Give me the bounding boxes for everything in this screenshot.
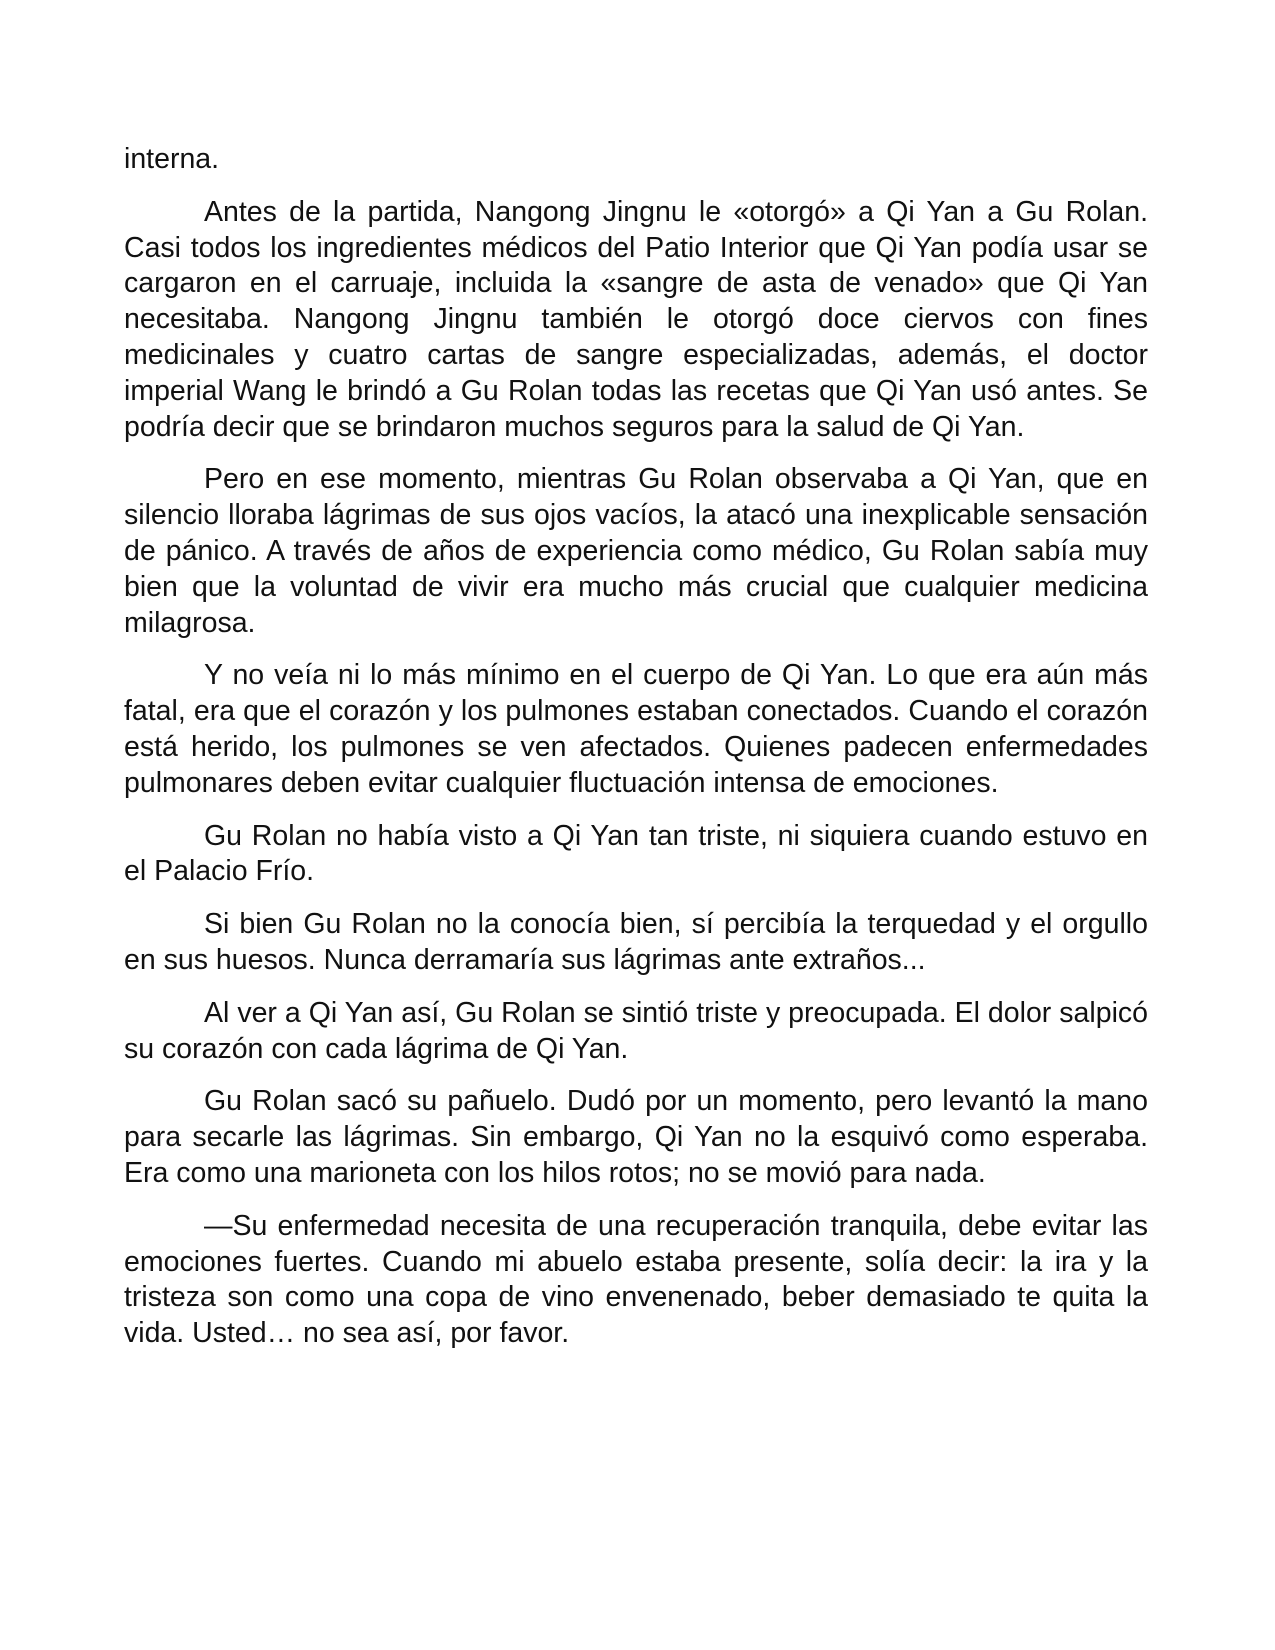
paragraph-8: Gu Rolan sacó su pañuelo. Dudó por un momento, pero levantó la mano para secarle las lágrimas. Sin embargo, Qi Yan no la esquivó como esperaba. Era como una marioneta con los hilos rotos; no se movió para nada. <box>124 1085 1148 1189</box>
document-page <box>124 142 1148 1369</box>
paragraph-9: —Su enfermedad necesita de una recuperación tranquila, debe evitar las emociones fuertes. Cuando mi abuelo estaba presente, solía decir: la ira y la tristeza son como una copa de vino envenenado, beber demasiado te quita la vida. Usted… no sea así, por favor. <box>124 1209 1148 1350</box>
paragraph-3: Pero en ese momento, mientras Gu Rolan observaba a Qi Yan, que en silencio lloraba lágrimas de sus ojos vacíos, la atacó una inexplicable sensación de pánico. A través de años de experiencia como médico, Gu Rolan sabía muy bien que la voluntad de vivir era mucho más crucial que cualquier medicina milagrosa. <box>124 463 1148 639</box>
paragraph-4: Y no veía ni lo más mínimo en el cuerpo de Qi Yan. Lo que era aún más fatal, era que el corazón y los pulmones estaban conectados. Cuando el corazón está herido, los pulmones se ven afectados. Quienes padecen enfermedades pulmonares deben evitar cualquier fluctuación intensa de emociones. <box>124 659 1148 799</box>
paragraph-6: Si bien Gu Rolan no la conocía bien, sí percibía la terquedad y el orgullo en sus huesos. Nunca derramaría sus lágrimas ante extraños... <box>124 908 1148 976</box>
paragraph-7: Al ver a Qi Yan así, Gu Rolan se sintió triste y preocupada. El dolor salpicó su corazón con cada lágrima de Qi Yan. <box>124 996 1148 1065</box>
paragraph-1: interna. <box>124 143 220 175</box>
paragraph-2: Antes de la partida, Nangong Jingnu le «otorgó» a Qi Yan a Gu Rolan. Casi todos los ingredientes médicos del Patio Interior que Qi Yan podía usar se cargaron en el carruaje, incluida la «sangre de asta de venado» que Qi Yan necesitaba. Nangong Jingnu también le otorgó doce ciervos con fines medicinales y cuatro cartas de sangre especializadas, además, el doctor imperial Wang le brindó a Gu Rolan todas las recetas que Qi Yan usó antes. Se podría decir que se brindaron muchos seguros para la salud de Qi Yan. <box>124 195 1148 443</box>
paragraph-5: Gu Rolan no había visto a Qi Yan tan triste, ni siquiera cuando estuvo en el Palacio Frío. <box>124 819 1148 888</box>
